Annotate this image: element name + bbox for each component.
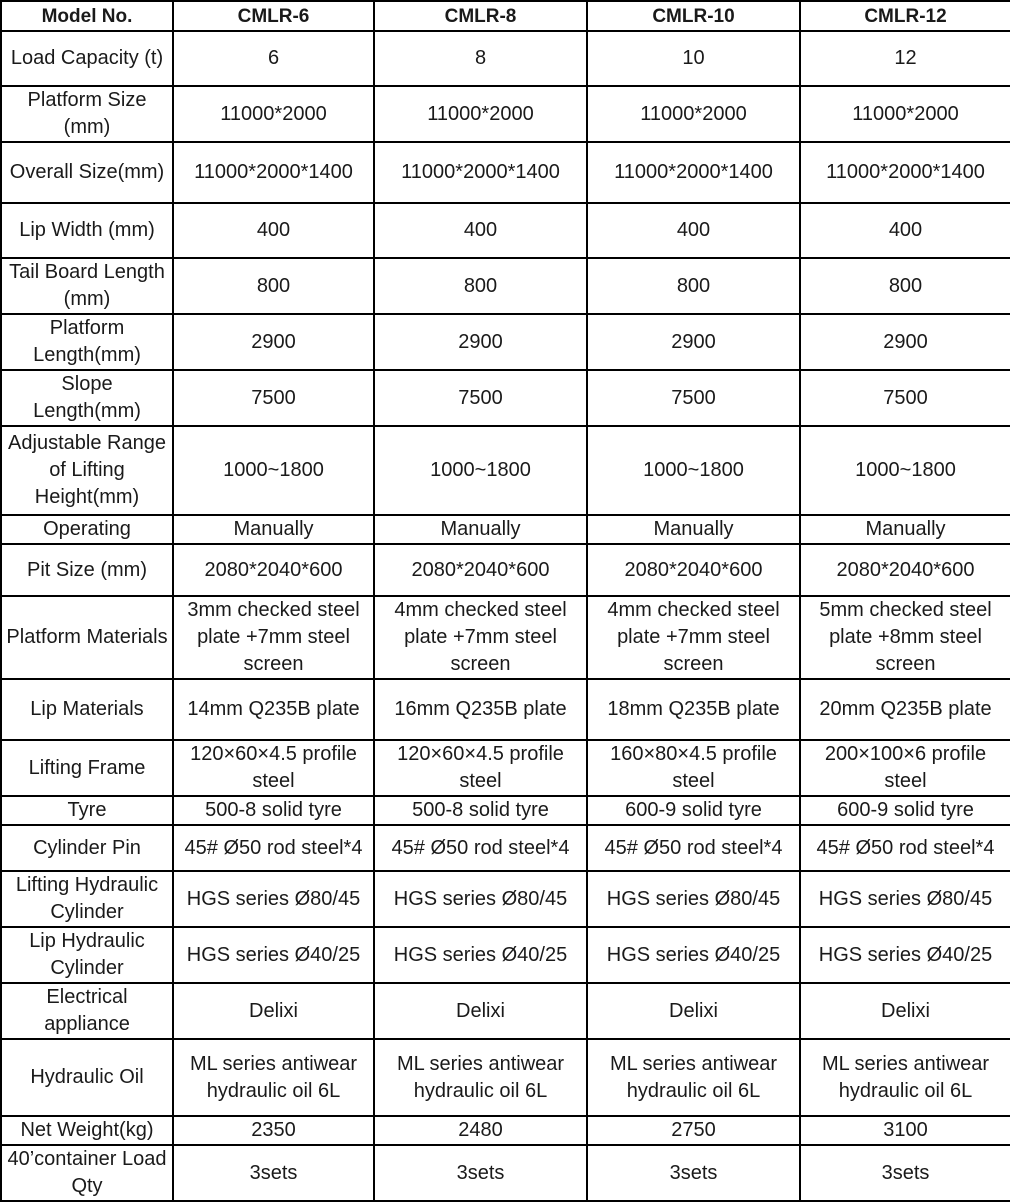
header-cell: Model No. xyxy=(1,1,173,31)
cell: Delixi xyxy=(800,983,1010,1039)
header-cell: CMLR-8 xyxy=(374,1,587,31)
cell: 11000*2000 xyxy=(800,86,1010,142)
cell: 2080*2040*600 xyxy=(800,544,1010,596)
cell: 7500 xyxy=(374,370,587,426)
cell: 1000~1800 xyxy=(374,426,587,515)
cell: 400 xyxy=(800,203,1010,258)
cell: Delixi xyxy=(374,983,587,1039)
cell: ML series antiwear hydraulic oil 6L xyxy=(587,1039,800,1116)
cell: 1000~1800 xyxy=(800,426,1010,515)
table-row xyxy=(1,871,1010,927)
cell: HGS series Ø80/45 xyxy=(374,871,587,927)
table-row xyxy=(1,1116,1010,1145)
cell: HGS series Ø40/25 xyxy=(374,927,587,983)
table-row xyxy=(1,679,1010,740)
cell: HGS series Ø80/45 xyxy=(173,871,374,927)
cell: 20mm Q235B plate xyxy=(800,679,1010,740)
row-label: Operating xyxy=(1,515,173,544)
cell: 45# Ø50 rod steel*4 xyxy=(800,825,1010,871)
cell: Delixi xyxy=(587,983,800,1039)
cell: 400 xyxy=(173,203,374,258)
table-row xyxy=(1,983,1010,1039)
table-row xyxy=(1,314,1010,370)
table-row xyxy=(1,31,1010,86)
row-label: Overall Size(mm) xyxy=(1,142,173,203)
cell: 12 xyxy=(800,31,1010,86)
row-label: Slope Length(mm) xyxy=(1,370,173,426)
cell: Manually xyxy=(173,515,374,544)
cell: 2900 xyxy=(587,314,800,370)
cell: 2480 xyxy=(374,1116,587,1145)
cell: ML series antiwear hydraulic oil 6L xyxy=(374,1039,587,1116)
cell: 11000*2000*1400 xyxy=(587,142,800,203)
table-row xyxy=(1,927,1010,983)
cell: 400 xyxy=(587,203,800,258)
row-label: Platform Size (mm) xyxy=(1,86,173,142)
header-cell: CMLR-6 xyxy=(173,1,374,31)
row-label: Load Capacity (t) xyxy=(1,31,173,86)
cell: 3sets xyxy=(374,1145,587,1201)
cell: 45# Ø50 rod steel*4 xyxy=(374,825,587,871)
cell: ML series antiwear hydraulic oil 6L xyxy=(800,1039,1010,1116)
cell: 2350 xyxy=(173,1116,374,1145)
row-label: 40’container Load Qty xyxy=(1,1145,173,1201)
cell: 11000*2000*1400 xyxy=(173,142,374,203)
cell: 11000*2000 xyxy=(587,86,800,142)
cell: 18mm Q235B plate xyxy=(587,679,800,740)
row-label: Net Weight(kg) xyxy=(1,1116,173,1145)
table-row xyxy=(1,796,1010,825)
table-row xyxy=(1,1039,1010,1116)
cell: HGS series Ø40/25 xyxy=(800,927,1010,983)
cell: 2750 xyxy=(587,1116,800,1145)
cell: 5mm checked steel plate +8mm steel screen xyxy=(800,596,1010,679)
table-row xyxy=(1,370,1010,426)
header-cell: CMLR-12 xyxy=(800,1,1010,31)
cell: 2900 xyxy=(800,314,1010,370)
row-label: Pit Size (mm) xyxy=(1,544,173,596)
table-row xyxy=(1,203,1010,258)
cell: 3sets xyxy=(173,1145,374,1201)
cell: 2080*2040*600 xyxy=(173,544,374,596)
cell: 7500 xyxy=(800,370,1010,426)
row-label: Lip Materials xyxy=(1,679,173,740)
cell: 1000~1800 xyxy=(587,426,800,515)
cell: 45# Ø50 rod steel*4 xyxy=(173,825,374,871)
table-row xyxy=(1,142,1010,203)
cell: Manually xyxy=(800,515,1010,544)
cell: 500-8 solid tyre xyxy=(374,796,587,825)
cell: 10 xyxy=(587,31,800,86)
cell: 3mm checked steel plate +7mm steel screen xyxy=(173,596,374,679)
cell: Delixi xyxy=(173,983,374,1039)
cell: 16mm Q235B plate xyxy=(374,679,587,740)
cell: Manually xyxy=(374,515,587,544)
cell: 14mm Q235B plate xyxy=(173,679,374,740)
cell: HGS series Ø40/25 xyxy=(173,927,374,983)
row-label: Tail Board Length (mm) xyxy=(1,258,173,314)
table-row xyxy=(1,544,1010,596)
cell: HGS series Ø80/45 xyxy=(587,871,800,927)
cell: 11000*2000 xyxy=(173,86,374,142)
row-label: Platform Materials xyxy=(1,596,173,679)
cell: Manually xyxy=(587,515,800,544)
cell: 600-9 solid tyre xyxy=(587,796,800,825)
cell: 2900 xyxy=(374,314,587,370)
cell: 7500 xyxy=(173,370,374,426)
cell: 500-8 solid tyre xyxy=(173,796,374,825)
row-label: Lifting Frame xyxy=(1,740,173,796)
cell: HGS series Ø80/45 xyxy=(800,871,1010,927)
cell: 7500 xyxy=(587,370,800,426)
row-label: Lifting Hydraulic Cylinder xyxy=(1,871,173,927)
cell: 800 xyxy=(374,258,587,314)
cell: HGS series Ø40/25 xyxy=(587,927,800,983)
cell: 11000*2000*1400 xyxy=(374,142,587,203)
cell: 2900 xyxy=(173,314,374,370)
cell: 11000*2000 xyxy=(374,86,587,142)
row-label: Cylinder Pin xyxy=(1,825,173,871)
cell: 4mm checked steel plate +7mm steel screen xyxy=(587,596,800,679)
cell: 1000~1800 xyxy=(173,426,374,515)
cell: 400 xyxy=(374,203,587,258)
row-label: Hydraulic Oil xyxy=(1,1039,173,1116)
cell: 200×100×6 profile steel xyxy=(800,740,1010,796)
cell: 800 xyxy=(587,258,800,314)
cell: 800 xyxy=(173,258,374,314)
row-label: Adjustable Range of Lifting Height(mm) xyxy=(1,426,173,515)
cell: 160×80×4.5 profile steel xyxy=(587,740,800,796)
cell: 3sets xyxy=(587,1145,800,1201)
cell: 2080*2040*600 xyxy=(374,544,587,596)
row-label: Lip Hydraulic Cylinder xyxy=(1,927,173,983)
cell: 6 xyxy=(173,31,374,86)
cell: 3100 xyxy=(800,1116,1010,1145)
cell: 4mm checked steel plate +7mm steel screen xyxy=(374,596,587,679)
table-row xyxy=(1,740,1010,796)
header-row xyxy=(1,1,1010,31)
row-label: Lip Width (mm) xyxy=(1,203,173,258)
table-row xyxy=(1,426,1010,515)
cell: 120×60×4.5 profile steel xyxy=(173,740,374,796)
row-label: Platform Length(mm) xyxy=(1,314,173,370)
table-row xyxy=(1,258,1010,314)
cell: 3sets xyxy=(800,1145,1010,1201)
row-label: Tyre xyxy=(1,796,173,825)
cell: 600-9 solid tyre xyxy=(800,796,1010,825)
table-row xyxy=(1,825,1010,871)
table-row xyxy=(1,1145,1010,1201)
cell: 45# Ø50 rod steel*4 xyxy=(587,825,800,871)
cell: 11000*2000*1400 xyxy=(800,142,1010,203)
table-row xyxy=(1,596,1010,679)
cell: 120×60×4.5 profile steel xyxy=(374,740,587,796)
table-row xyxy=(1,515,1010,544)
cell: 8 xyxy=(374,31,587,86)
table-row xyxy=(1,86,1010,142)
row-label: Electrical appliance xyxy=(1,983,173,1039)
cell: ML series antiwear hydraulic oil 6L xyxy=(173,1039,374,1116)
cell: 800 xyxy=(800,258,1010,314)
cell: 2080*2040*600 xyxy=(587,544,800,596)
header-cell: CMLR-10 xyxy=(587,1,800,31)
